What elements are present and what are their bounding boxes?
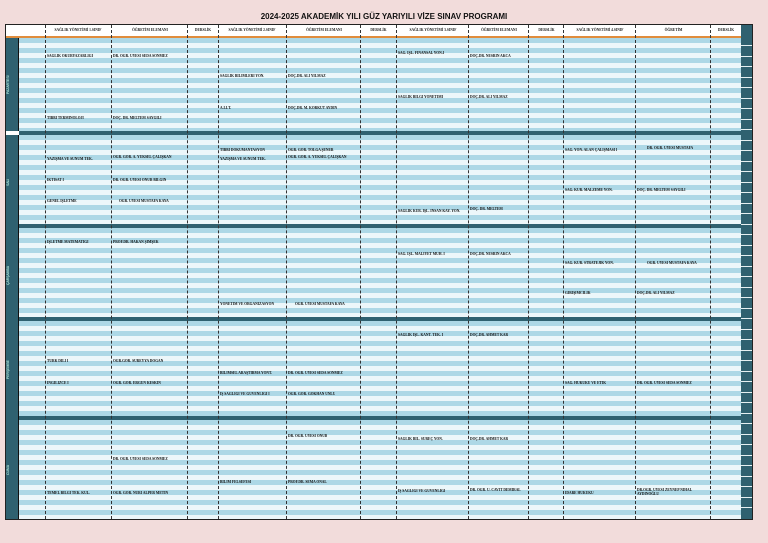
- margin-tick: [741, 234, 752, 235]
- instructor-cell: PROF.DR. HAKAN ŞİMŞEK: [113, 240, 159, 244]
- column-divider: [187, 25, 188, 519]
- margin-tick: [741, 140, 752, 141]
- margin-tick: [741, 56, 752, 57]
- instructor-cell: DOÇ. DR. MELTEM: [470, 207, 503, 211]
- margin-tick: [741, 507, 752, 508]
- course-cell: YAZIŞMA VE SUNUM TEK.: [220, 157, 266, 161]
- instructor-cell: ÖĞR. ÜYESİ MUSTAFA KAYA: [295, 302, 345, 306]
- course-cell: İŞ SAĞLIĞI VE GÜVENLİĞİ: [398, 489, 446, 493]
- margin-tick: [741, 182, 752, 183]
- header-col-1: SAĞLIK YÖNETİMİ 1.SINIF: [54, 28, 102, 32]
- margin-tick: [741, 245, 752, 246]
- header-col-9: DERSLİK: [538, 28, 555, 32]
- column-divider: [360, 25, 361, 519]
- header-col-5: ÖĞRETİM ELEMANI: [306, 28, 342, 32]
- margin-tick: [741, 371, 752, 372]
- column-divider: [396, 25, 397, 519]
- column-divider: [111, 25, 112, 519]
- column-divider: [218, 25, 219, 519]
- course-cell: BİLİM FELSEFESİ: [220, 480, 252, 484]
- header-col-3: DERSLİK: [194, 28, 212, 32]
- instructor-cell: DR. ÖĞR. ÜYESİ ONUR: [288, 434, 328, 438]
- margin-tick: [741, 392, 752, 393]
- course-cell: TIBBİ DÖKÜMANTASYON: [220, 148, 265, 152]
- course-cell: SAĞ. KUR. STRATEJİK YÖN.: [565, 261, 614, 265]
- instructor-cell: DOÇ.DR. M. KORKUT AYDIN: [288, 106, 338, 110]
- margin-tick: [741, 224, 752, 225]
- course-cell: SAĞ. HUKUKU VE ETİK: [565, 381, 607, 385]
- margin-tick: [741, 297, 752, 298]
- margin-tick: [741, 66, 752, 67]
- margin-tick: [741, 287, 752, 288]
- margin-tick: [741, 329, 752, 330]
- column-divider: [635, 25, 636, 519]
- header-col-7: SAĞLIK YÖNETİMİ 3.SINIF: [409, 28, 457, 32]
- course-cell: TIBBİ TERMİNOLOJİ: [47, 116, 84, 120]
- header-col-8: ÖĞRETİM ELEMANI: [481, 28, 517, 32]
- header-col-2: ÖĞRETİM ELEMANI: [132, 28, 168, 32]
- margin-tick: [741, 402, 752, 403]
- margin-tick: [741, 444, 752, 445]
- margin-tick: [741, 255, 752, 256]
- instructor-cell: DOÇ.DR. AHMET KAR: [470, 333, 509, 337]
- page-title: 2024-2025 AKADEMİK YILI GÜZ YARIYILI VİZE SINAV PROGRAMI: [260, 12, 508, 21]
- instructor-cell: DR. ÖĞR. Ü. CAVİT DEMİRAL: [470, 488, 521, 492]
- course-cell: SAĞLIK OKURYAZARLIĞI: [47, 54, 93, 58]
- day-label-2: SALI: [6, 178, 10, 186]
- margin-tick: [741, 276, 752, 277]
- margin-tick: [741, 213, 752, 214]
- margin-tick: [741, 129, 752, 130]
- instructor-cell: DR. ÖĞR. ÜYESİ SEDA SÖNMEZ: [113, 457, 168, 461]
- course-cell: A.İ.İ.T.: [220, 106, 232, 110]
- margin-tick: [741, 455, 752, 456]
- margin-tick: [741, 150, 752, 151]
- course-cell: SAĞLIK BİLGİ YÖNETİMİ: [398, 95, 443, 99]
- course-cell: YAZIŞMA VE SUNUM TEK.: [47, 157, 93, 161]
- exam-schedule-table: [5, 24, 753, 520]
- margin-tick: [741, 350, 752, 351]
- header-col-11: ÖĞRETİM: [664, 28, 683, 32]
- header-col-6: DERSLİK: [370, 28, 387, 32]
- course-cell: İKTİSAT I: [47, 178, 64, 182]
- course-cell: YÖNETİM VE ORGANİZASYON: [220, 302, 275, 306]
- course-cell: BİLİMSEL ARAŞTIRMA YÖNT.: [220, 371, 273, 375]
- header-row: [6, 25, 752, 38]
- day-label-1: PAZARTESİ: [6, 75, 10, 95]
- instructor-cell: ÖĞR. GÖR. TOLGA ŞENER: [288, 148, 334, 152]
- margin-tick: [741, 108, 752, 109]
- margin-tick: [741, 171, 752, 172]
- course-cell: İNGİLİZCE I: [47, 381, 69, 385]
- column-divider: [710, 25, 711, 519]
- instructor-cell: ÖĞR. GÖR. ERGÜN KESKİN: [113, 381, 161, 385]
- margin-tick: [741, 192, 752, 193]
- margin-tick: [741, 423, 752, 424]
- column-divider: [45, 25, 46, 519]
- margin-tick: [741, 45, 752, 46]
- instructor-cell: PROF.DR. SEMA ÖNAL: [288, 480, 327, 484]
- column-divider: [286, 25, 287, 519]
- course-cell: SAĞLIK KUR. İŞL. İNSAN KAY. YÖN.: [398, 209, 461, 213]
- margin-tick: [741, 476, 752, 477]
- course-cell: SAĞLIK BİLİMLERİ YÖN.: [220, 74, 265, 78]
- margin-tick: [741, 161, 752, 162]
- instructor-cell: ÖĞR. GÖR. NURİ ALPER METİN: [113, 491, 169, 495]
- margin-tick: [741, 318, 752, 319]
- course-cell: İŞLETME MATEMATİĞİ: [47, 240, 89, 244]
- instructor-cell: ÖĞR. ÜYESİ MUSTAFA KAYA: [119, 199, 169, 203]
- margin-tick: [741, 119, 752, 120]
- margin-tick: [741, 413, 752, 414]
- margin-tick: [741, 266, 752, 267]
- course-cell: SAĞLIK İŞL. KANT. TEK. I: [398, 333, 444, 337]
- course-cell: SAĞLIK BİL. SÜREÇ YÖN.: [398, 437, 443, 441]
- header-col-4: SAĞLIK YÖNETİMİ 2.SINIF: [228, 28, 276, 32]
- margin-tick: [741, 98, 752, 99]
- instructor-cell: DR. ÖĞR. ÜYESİ MUSTAFA: [647, 146, 694, 150]
- margin-tick: [741, 77, 752, 78]
- day-separator: [19, 224, 741, 228]
- instructor-cell: DR. ÖĞR. ÜYESİ SEDA SÖNMEZ: [113, 54, 168, 58]
- course-cell: TÜRK DİLİ I: [47, 359, 69, 363]
- day-label-5: CUMA: [6, 465, 10, 475]
- instructor-cell: DOÇ.DR. ALİ YILMAZ: [470, 95, 508, 99]
- column-divider: [528, 25, 529, 519]
- instructor-cell: ÖĞR. GÖR. A. YÜKSEL ÇALIŞKAN: [113, 155, 172, 159]
- margin-tick: [741, 203, 752, 204]
- instructor-cell: DOÇ.DR. AHMET KAR: [470, 437, 509, 441]
- day-separator: [19, 416, 741, 420]
- instructor-cell: DOÇ. DR. MELTEM SAYGILI: [637, 188, 686, 192]
- grid-row: [19, 515, 741, 519]
- course-cell: GİRİŞİMCİLİK: [565, 291, 591, 295]
- instructor-cell: DOÇ. DR. MELTEM SAYGILI: [113, 116, 162, 120]
- course-cell: İŞ SAĞLIĞI VE GÜVENLİĞİ I: [220, 392, 270, 396]
- instructor-cell: DOÇ.DR. NESRİN AKCA: [470, 252, 511, 256]
- instructor-cell: DR. ÖĞR. ÜYESİ SEDA SÖNMEZ: [288, 371, 343, 375]
- margin-tick: [741, 465, 752, 466]
- margin-tick: [741, 339, 752, 340]
- day-separator: [19, 317, 741, 321]
- column-divider: [468, 25, 469, 519]
- day-label-4: PERŞEMBE: [6, 360, 10, 380]
- instructor-cell: DR. ÖĞR. ÜYESİ SEDA SÖNMEZ: [637, 381, 692, 385]
- header-col-10: SAĞLIK YÖNETİMİ 4.SINIF: [576, 28, 624, 32]
- column-divider: [563, 25, 564, 519]
- margin-tick: [741, 381, 752, 382]
- course-cell: İDARE HUKUKU: [565, 491, 594, 495]
- instructor-cell: DOÇ.DR. ALİ YILMAZ: [637, 291, 675, 295]
- margin-tick: [741, 497, 752, 498]
- instructor-cell: DOÇ.DR. NESRİN AKCA: [470, 54, 511, 58]
- instructor-cell: ÖĞR. GÖR. GÖKHAN ÜNLÜ: [288, 392, 336, 396]
- instructor-cell: DR.ÖĞR. ÜYESİ ZEYNEP NİHAL AYDINOĞLU: [637, 488, 692, 496]
- margin-tick: [741, 486, 752, 487]
- day-separator: [19, 131, 741, 135]
- instructor-cell: ÖĞR.GÖR. SÜREYYA DOĞAN: [113, 359, 164, 363]
- course-cell: SAĞ. YÖN. ALAN ÇALIŞMASI I: [565, 148, 618, 152]
- course-cell: GENEL İŞLETME: [47, 199, 77, 203]
- day-label-3: ÇARŞAMBA: [6, 265, 10, 285]
- course-cell: SAĞ. KUR. MALZEME YÖN.: [565, 188, 613, 192]
- instructor-cell: ÖĞR. GÖR. A. YÜKSEL ÇALIŞKAN: [288, 155, 347, 159]
- course-cell: SAĞ. İŞL. FİNANSAL YÖN.I: [398, 51, 444, 55]
- margin-tick: [741, 308, 752, 309]
- instructor-cell: DOÇ.DR. ALİ YILMAZ: [288, 74, 326, 78]
- margin-tick: [741, 360, 752, 361]
- margin-tick: [741, 434, 752, 435]
- instructor-cell: ÖĞR. ÜYESİ MUSTAFA KAYA: [647, 261, 697, 265]
- course-cell: SAĞ. İŞL. MALİYET MUH. I: [398, 252, 445, 256]
- instructor-cell: DR. ÖĞR. ÜYESİ ONUR BİLGİN: [113, 178, 167, 182]
- header-col-12: DERSLİK: [717, 28, 735, 32]
- course-cell: TEMEL BİLGİ TEK. KUL.: [47, 491, 90, 495]
- margin-tick: [741, 87, 752, 88]
